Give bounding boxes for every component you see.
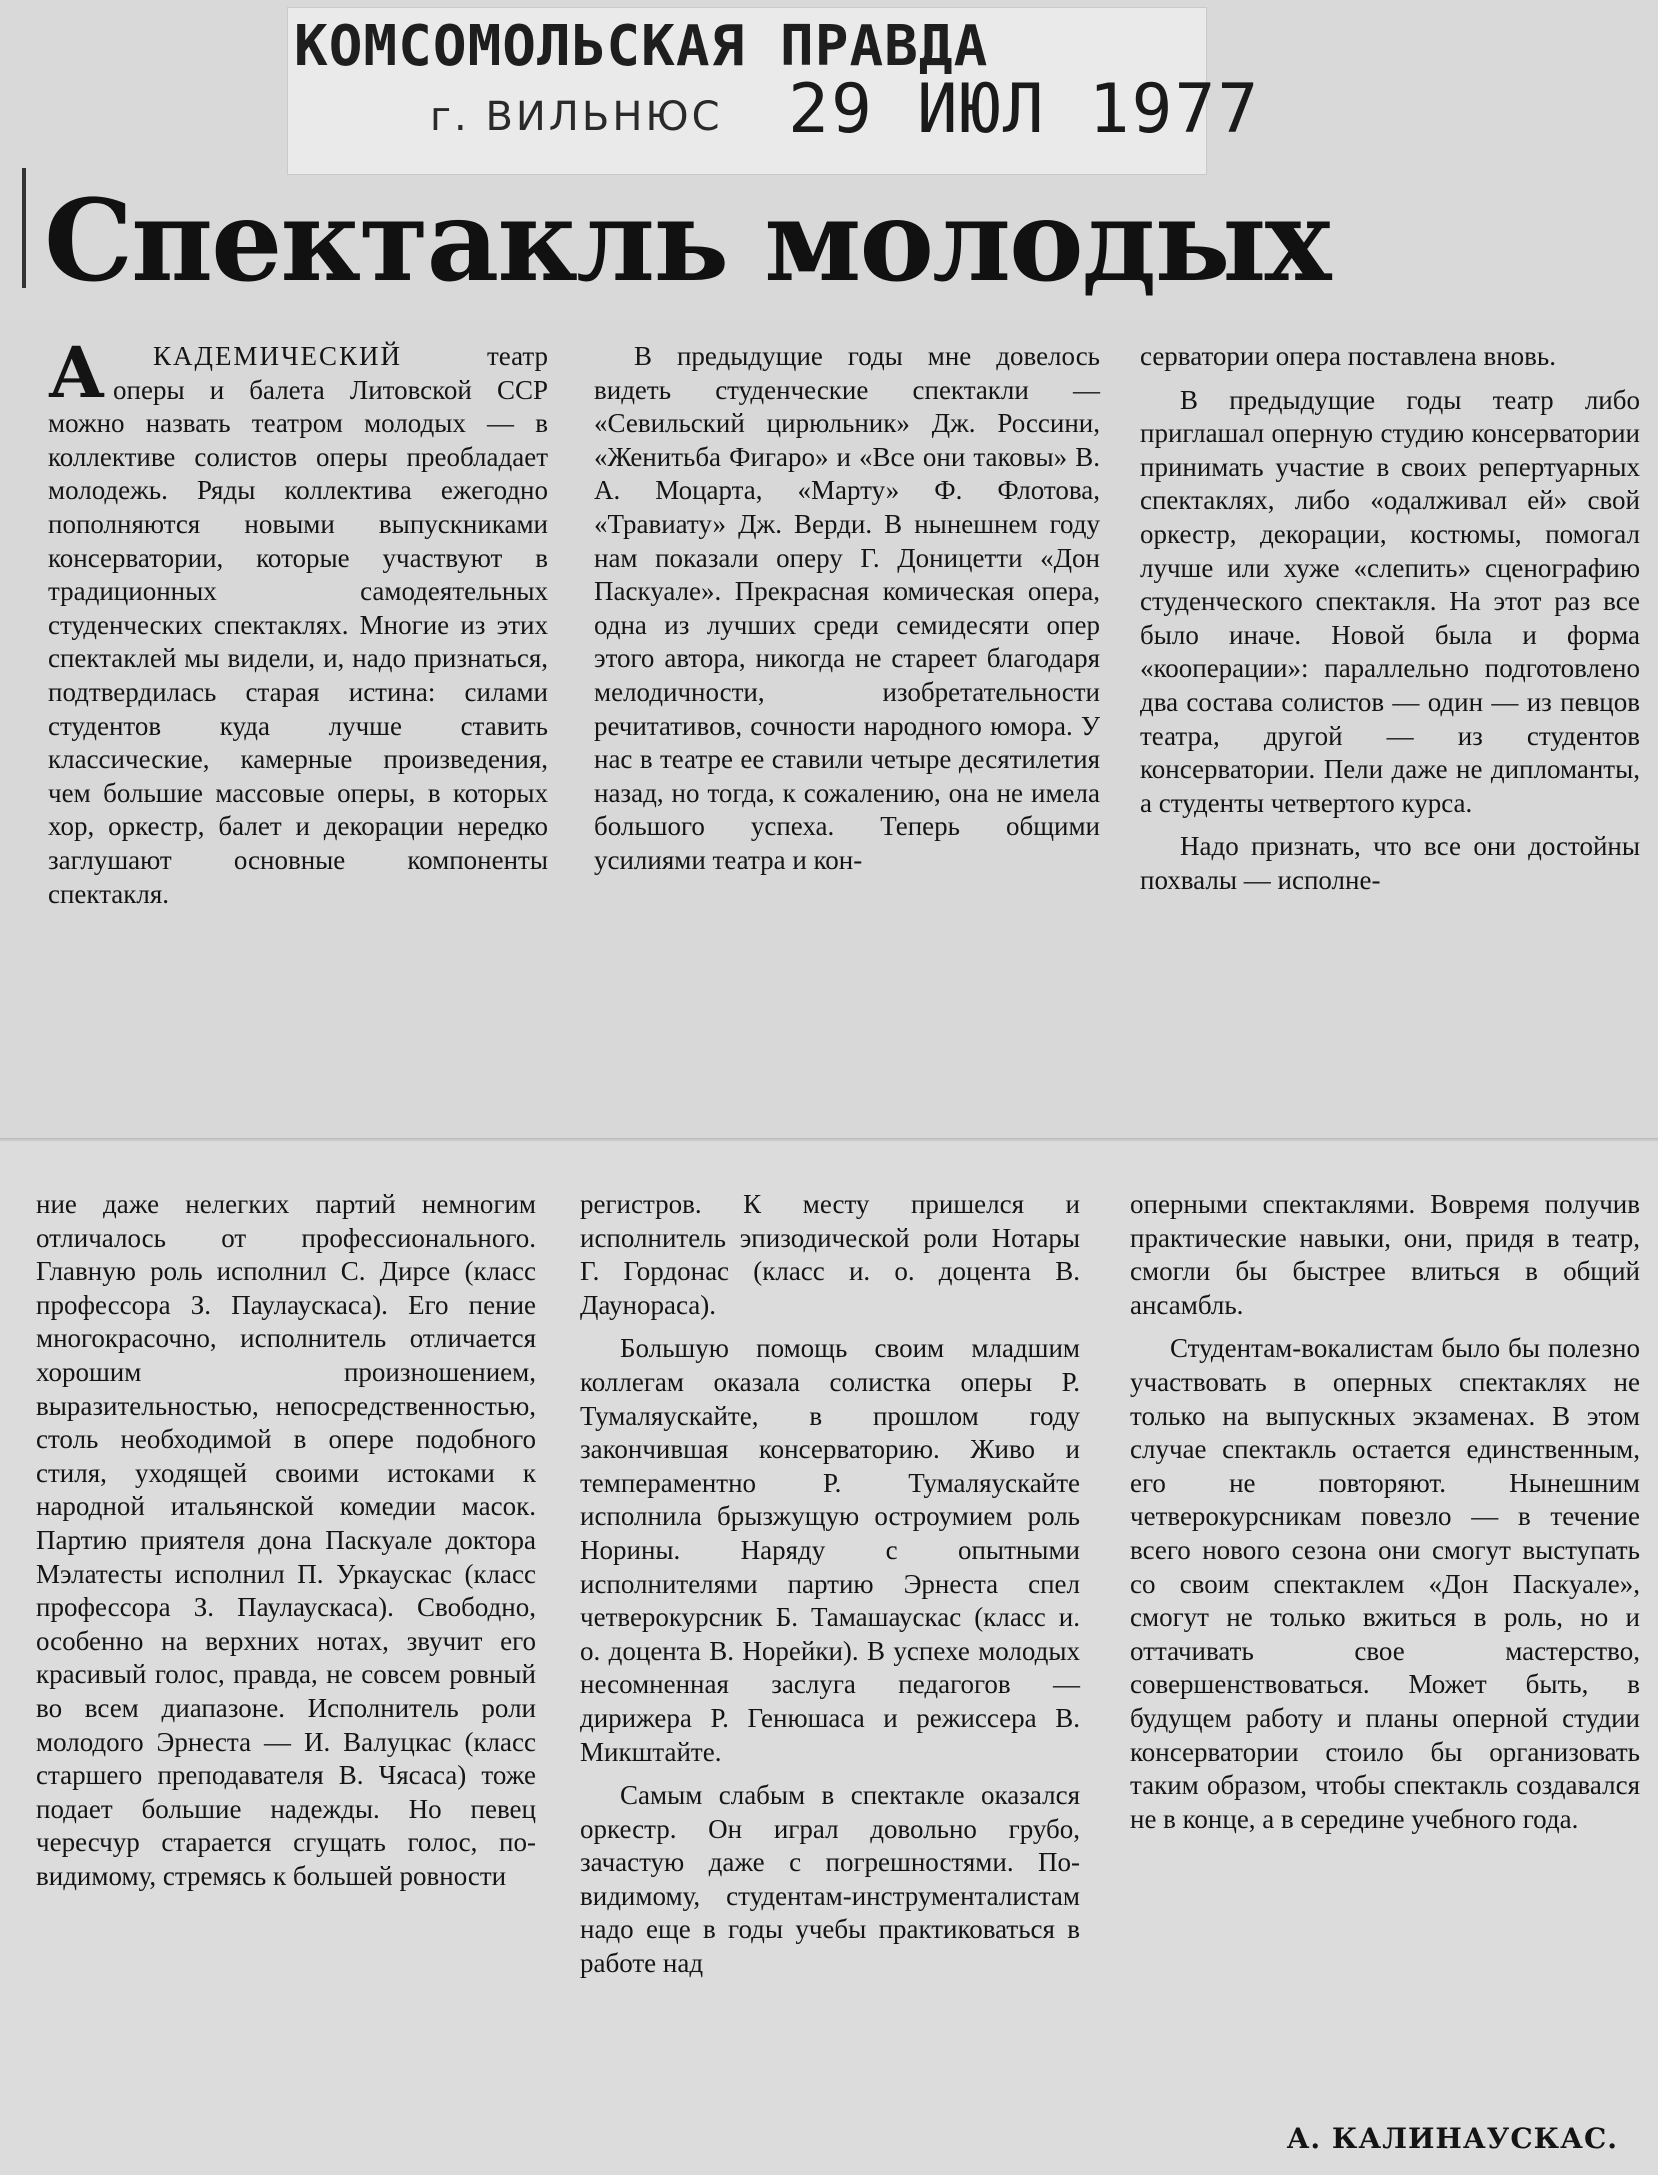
top-column-1 xyxy=(48,331,548,911)
bottom-column-1 xyxy=(36,1188,536,1893)
article-top-section xyxy=(0,320,1658,1140)
paragraph: Самым слабым в спектакле оказался оркестр. Он играл довольно грубо, зачастую даже с погрешностями. По-видимому, студентам-инструменталистам надо еще в годы учебы практиковаться в работе над xyxy=(580,1780,1080,1979)
headline-rule xyxy=(22,168,26,288)
drop-cap: А xyxy=(48,331,106,414)
paragraph-continuation: серватории опера поставлена вновь. xyxy=(1140,341,1556,371)
paragraph-continuation: ние даже нелегких партий немногим отличалось от профессионального. Главную роль исполнил С. Дирсе (класс профессора З. Паулаускаса). Его пение многокрасочно, исполнитель отличается хорошим произношением, выразительностью, непосредственностью, столь необходимой в опере подобного стиля, уходящей своими истоками к народной итальянской комедии масок. Партию приятеля дона Паскуале доктора Мэлатесты исполнил П. Уркаускас (класс профессора З. Паулаускаса). Свободно, особенно на верхних нотах, звучит его красивый голос, правда, не совсем ровный во всем диапазоне. Исполнитель роли молодого Эрнеста — И. Валуцкас (класс старшего преподавателя В. Чясаса) тоже подает большие надежды. Но певец чересчур старается сгущать голос, по-видимому, стремясь к большей ровности xyxy=(36,1189,536,1891)
stamp-newspaper-name: КОМСОМОЛЬСКАЯ ПРАВДА xyxy=(294,14,989,79)
bottom-column-3 xyxy=(1130,1188,1640,1836)
stamp-date: 29 ИЮЛ 1977 xyxy=(788,70,1261,149)
bottom-column-2 xyxy=(580,1188,1080,1981)
paragraph-continuation: регистров. К месту пришелся и исполнитель эпизодической роли Нотары Г. Гордонас (класс и. о. доцента В. Даунораса). xyxy=(580,1189,1080,1320)
author-signature: А. КАЛИНАУСКАС. xyxy=(1286,2122,1618,2155)
stamp-city: г. ВИЛЬНЮС xyxy=(430,94,723,140)
lead-word: КАДЕМИЧЕСКИЙ xyxy=(153,341,402,371)
paragraph: Студентам-вокалистам было бы полезно участвовать в оперных спектаклях не только на выпускных экзаменах. В этом случае спектакль остается единственным, его не повторяют. Нынешним четверокурсникам повезло — в течение всего нового сезона они смогут выступать со своим спектаклем «Дон Паскуале», смогут не только вжиться в роль, но и оттачивать свое мастерство, совершенствоваться. Может быть, в будущем работу и планы оперной студии консерватории стоило бы организовать таким образом, чтобы спектакль создавался не в конце, а в середине учебного года. xyxy=(1130,1333,1640,1834)
article-bottom-section xyxy=(0,1142,1658,2175)
paragraph: театр оперы и балета Литовской ССР можно назвать театром молодых — в коллективе солистов оперы преобладает молодежь. Ряды коллектива ежегодно пополняются новыми выпускниками консерватории, которые участвуют в традиционных самодеятельных студенческих спектаклях. Многие из этих спектаклей мы видели, и, надо признаться, подтвердилась старая истина: силами студентов куда лучше ставить классические, камерные произведения, чем большие массовые оперы, в которых хор, оркестр, балет и декорации нередко заглушают основные компоненты спектакля. xyxy=(48,341,548,909)
paragraph: В предыдущие годы театр либо приглашал оперную студию консерватории принимать участие в своих репертуарных спектаклях, либо «одалживал ей» свой оркестр, декорации, костюмы, помогал лучше или хуже «слепить» сценографию студенческого спектакля. На этот раз все было иначе. Новой была и форма «кооперации»: параллельно подготовлено два состава солистов — один — из певцов театра, другой — из студентов консерватории. Пели даже не дипломанты, а студенты четвертого курса. xyxy=(1140,384,1640,818)
article-headline: Спектакль молодых xyxy=(44,176,1330,307)
paragraph-continuation: оперными спектаклями. Вовремя получив практические навыки, они, придя в театр, смогли бы быстрее влиться в общий ансамбль. xyxy=(1130,1189,1640,1320)
paragraph: В предыдущие годы мне довелось видеть студенческие спектакли — «Севильский цирюльник» Дж. Россини, «Женитьба Фигаро» и «Все они таковы» В. А. Моцарта, «Марту» Ф. Флотова, «Травиату» Дж. Верди. В нынешнем году нам показали оперу Г. Доницетти «Дон Паскуале». Прекрасная комическая опера, одна из лучших среди семидесяти опер этого автора, никогда не стареет благодаря мелодичности, изобретательности речитативов, сочности народного юмора. У нас в театре ее ставили четыре десятилетия назад, но тогда, к сожалению, она не имела большого успеха. Теперь общими усилиями театра и кон- xyxy=(594,341,1100,875)
top-column-2 xyxy=(594,340,1100,878)
paragraph: Надо признать, что все они достойны похвалы — исполне- xyxy=(1140,831,1640,895)
paragraph: Большую помощь своим младшим коллегам оказала солистка оперы Р. Тумаляускайте, в прошлом году закончившая консерваторию. Живо и темпераментно Р. Тумаляускайте исполнила брызжущую остроумием роль Норины. Наряду с опытными исполнителями партию Эрнеста спел четверокурсник Б. Тамашаускас (класс и. о. доцента В. Норейки). В успехе молодых несомненная заслуга педагогов — дирижера Р. Генюшаса и режиссера В. Микштайте. xyxy=(580,1333,1080,1767)
archive-stamp xyxy=(288,8,1261,174)
top-column-3 xyxy=(1140,340,1640,898)
